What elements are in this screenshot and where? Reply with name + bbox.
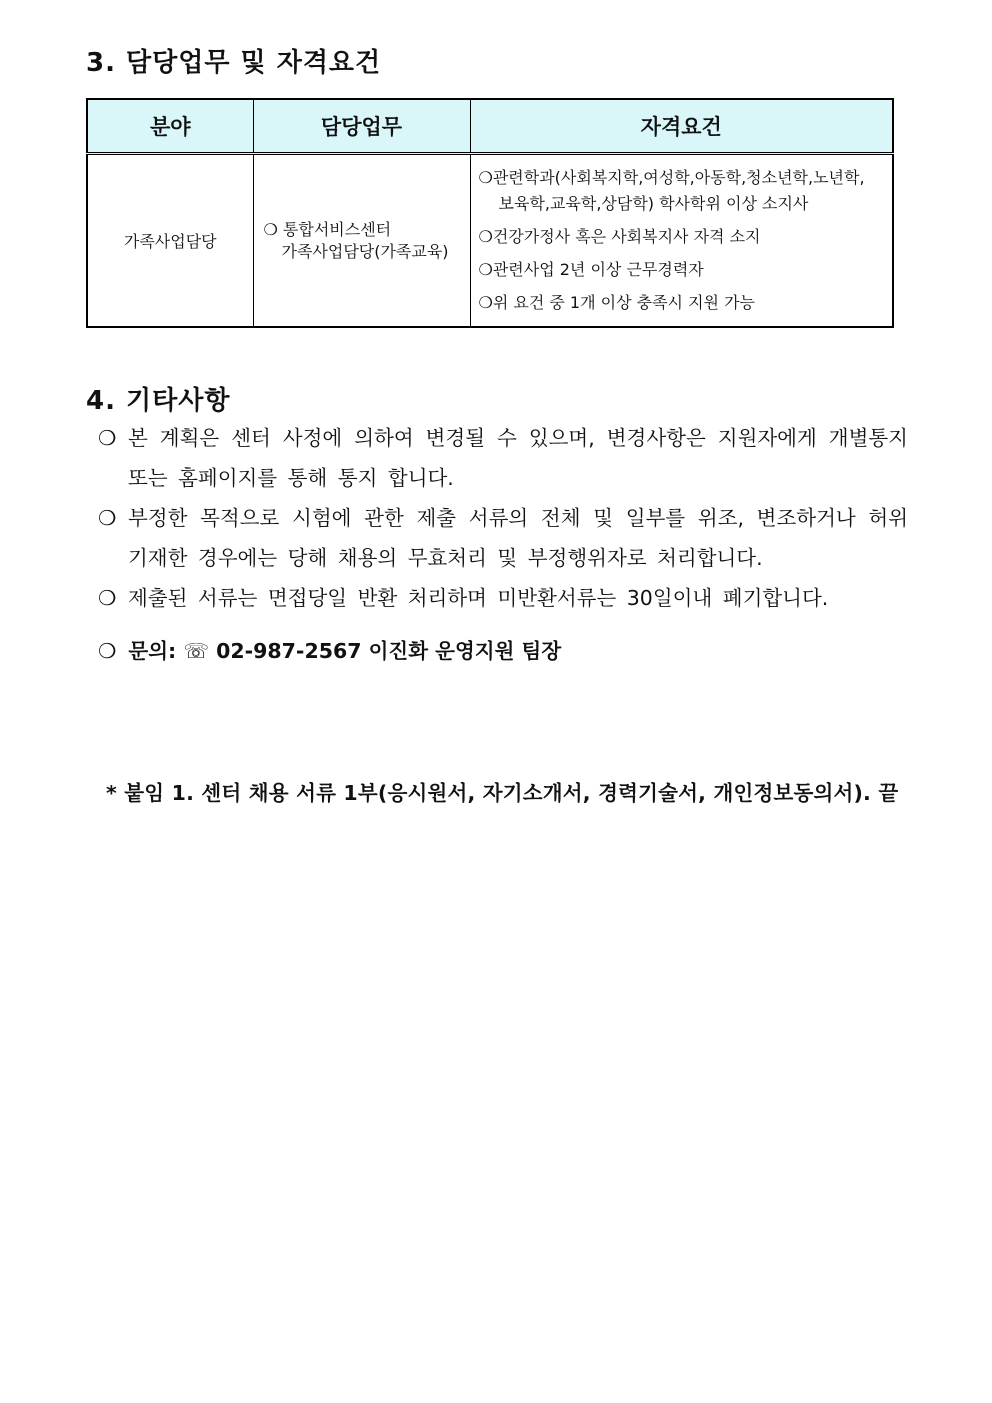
qualification-text: ❍위 요건 중 1개 이상 충족시 지원 가능 [478,293,756,312]
list-item [98,498,908,578]
table-header-row [87,99,893,154]
table-row [87,154,893,328]
section-4-title: 4. 기타사항 [86,386,231,416]
circle-bullet-icon: ❍ [98,506,117,530]
note-text: 제출된 서류는 면접당일 반환 처리하며 미반환서류는 30일이내 폐기합니다. [128,586,829,610]
duties-qualifications-table [86,98,894,328]
note-text: 부정한 목적으로 시험에 관한 제출 서류의 전체 및 일부를 위조, 변조하거나 허위 기재한 경우에는 당해 채용의 무효처리 및 부정행위자로 처리합니다. [128,506,908,570]
qualification-text: ❍관련사업 2년 이상 근무경력자 [478,260,704,279]
qualification-text: ❍건강가정사 혹은 사회복지사 자격 소지 [478,227,761,246]
duty-line-1: ❍ 통합서비스센터 [263,219,392,239]
cell-duty [253,154,470,328]
qualification-item [479,224,887,250]
circle-bullet-icon: ❍ [98,586,117,610]
qualification-item [479,290,887,316]
circle-bullet-icon: ❍ [98,426,117,450]
list-item [98,418,908,498]
qualification-text: ❍관련학과(사회복지학,여성학,아동학,청소년학,노년학, [478,168,865,187]
notes-list [98,418,908,618]
qualification-text-cont: 보육학,교육학,상담학) 학사학위 이상 소지사 [498,194,809,213]
duty-line-2: 가족사업담당(가족교육) [281,241,449,261]
qualification-item [479,257,887,283]
contact-text: 문의: ☏ 02-987-2567 이진화 운영지원 팀장 [128,639,562,663]
cell-field: 가족사업담당 [123,232,217,251]
header-duty: 담당업무 [253,99,470,154]
circle-bullet-icon: ❍ [98,639,117,663]
cell-qualifications [470,154,893,328]
section-3-title: 3. 담당업무 및 자격요건 [86,48,382,78]
list-item [98,578,908,618]
note-text: 본 계획은 센터 사정에 의하여 변경될 수 있으며, 변경사항은 지원자에게 개별통지 또는 홈페이지를 통해 통지 합니다. [128,426,908,490]
header-field: 분야 [87,99,253,154]
attachment-note: * 붙임 1. 센터 채용 서류 1부(응시원서, 자기소개서, 경력기술서, 개인정보동의서). 끝 [106,781,899,805]
qualification-item [479,165,887,217]
contact-line [98,633,561,669]
header-qualifications: 자격요건 [470,99,893,154]
